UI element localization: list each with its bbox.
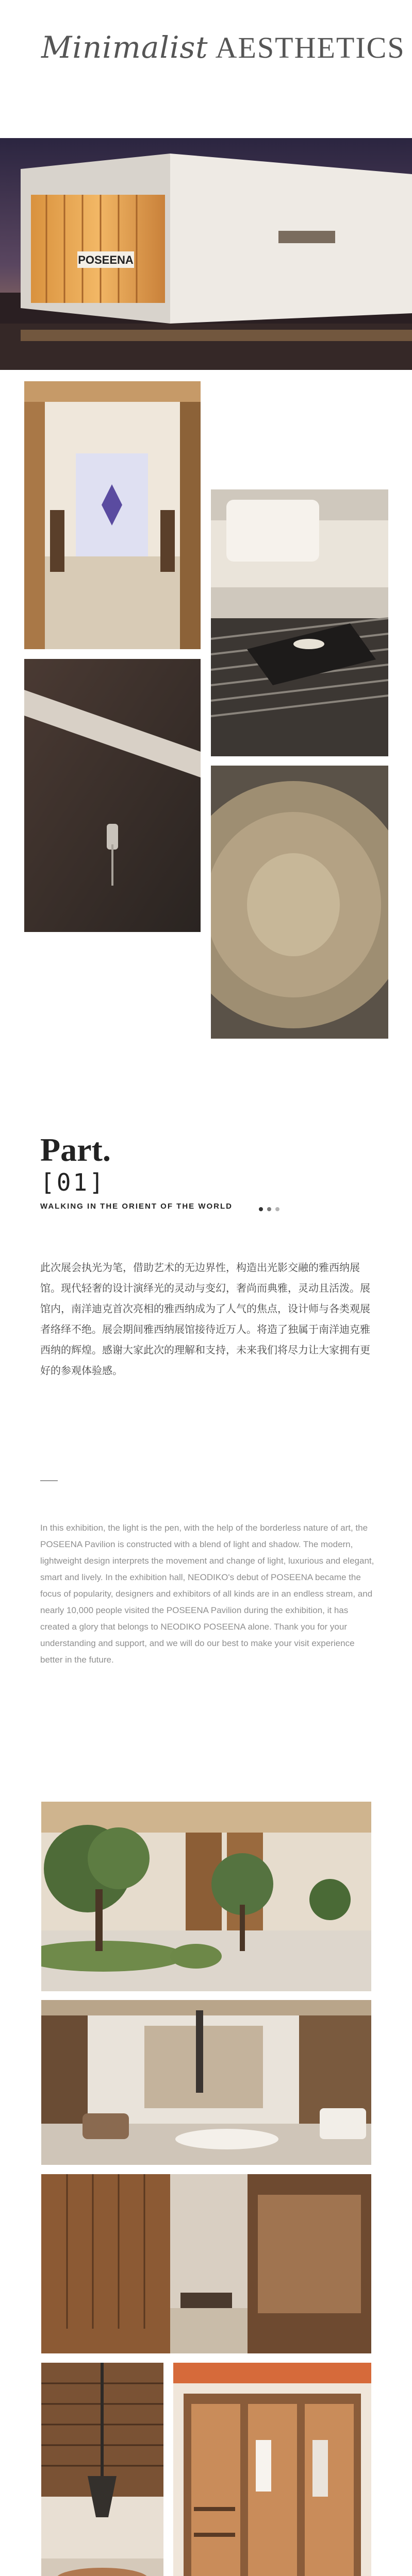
dot-2 — [267, 1207, 271, 1211]
dot-1 — [259, 1207, 263, 1211]
hero-sign: POSEENA — [78, 253, 134, 266]
page-title — [41, 30, 405, 65]
section-dots — [259, 1205, 284, 1214]
gallery-photo-cabinet-hall — [41, 2174, 371, 2353]
gallery-photo-living-room — [41, 2000, 371, 2165]
gallery-photo-trees — [41, 1802, 371, 1991]
title-caps: AESTHETICS — [215, 31, 405, 64]
hero-pavilion-photo — [0, 138, 412, 370]
gallery-photo-corridor — [24, 381, 201, 649]
gallery-photo-wardrobe — [173, 2363, 371, 2576]
dot-3 — [275, 1207, 279, 1211]
part-number: [01] — [40, 1168, 106, 1196]
intro-english-text: In this exhibition, the light is the pen, with the help of the borderless nature of art, the POSEENA Pavilion is constructed with a blend of light and shadow. The modern, lightweight design interprets the movement and change of light, luxurious and elegant, smart and lively. In the exhibition hall, NEODIKO's debut of POSEENA became the focus of popularity, designers and exhibitors of all kinds are in an endless stream, and nearly 10,000 people visited the POSEENA Pavilion during the exhibition, it has created a glory that belongs to NEODIKO POSEENA alone. Thank you for your understanding and support, and we will do our best to make your visit experience better in the future. — [40, 1523, 374, 1665]
gallery-photo-sofa — [211, 489, 388, 756]
gallery-photo-wall-panel — [24, 659, 201, 932]
intro-chinese-text: 此次展会执光为笔，借助艺术的无边界性，构造出光影交融的雅西纳展馆。现代轻奢的设计演绎光的灵动与变幻，奢尚而典雅，灵动且活泼。展馆内，南洋迪克首次亮相的雅西纳成为了人气的焦点，设计师与各类观展者络绎不绝。展会期间雅西纳展馆接待近万人。将造了独属于南洋迪克雅西纳的辉煌。感谢大家此次的理解和支持，未来我们将尽力让大家拥有更好的参观体验感。 — [40, 1261, 370, 1377]
part-subtitle: WALKING IN THE ORIENT OF THE WORLD — [40, 1202, 233, 1211]
gallery-photo-table-top — [211, 766, 388, 1039]
gallery-photo-fireplace — [41, 2363, 163, 2576]
part-title: Part. — [40, 1131, 111, 1168]
title-italic: Minimalist — [41, 30, 208, 65]
divider — [40, 1480, 58, 1481]
